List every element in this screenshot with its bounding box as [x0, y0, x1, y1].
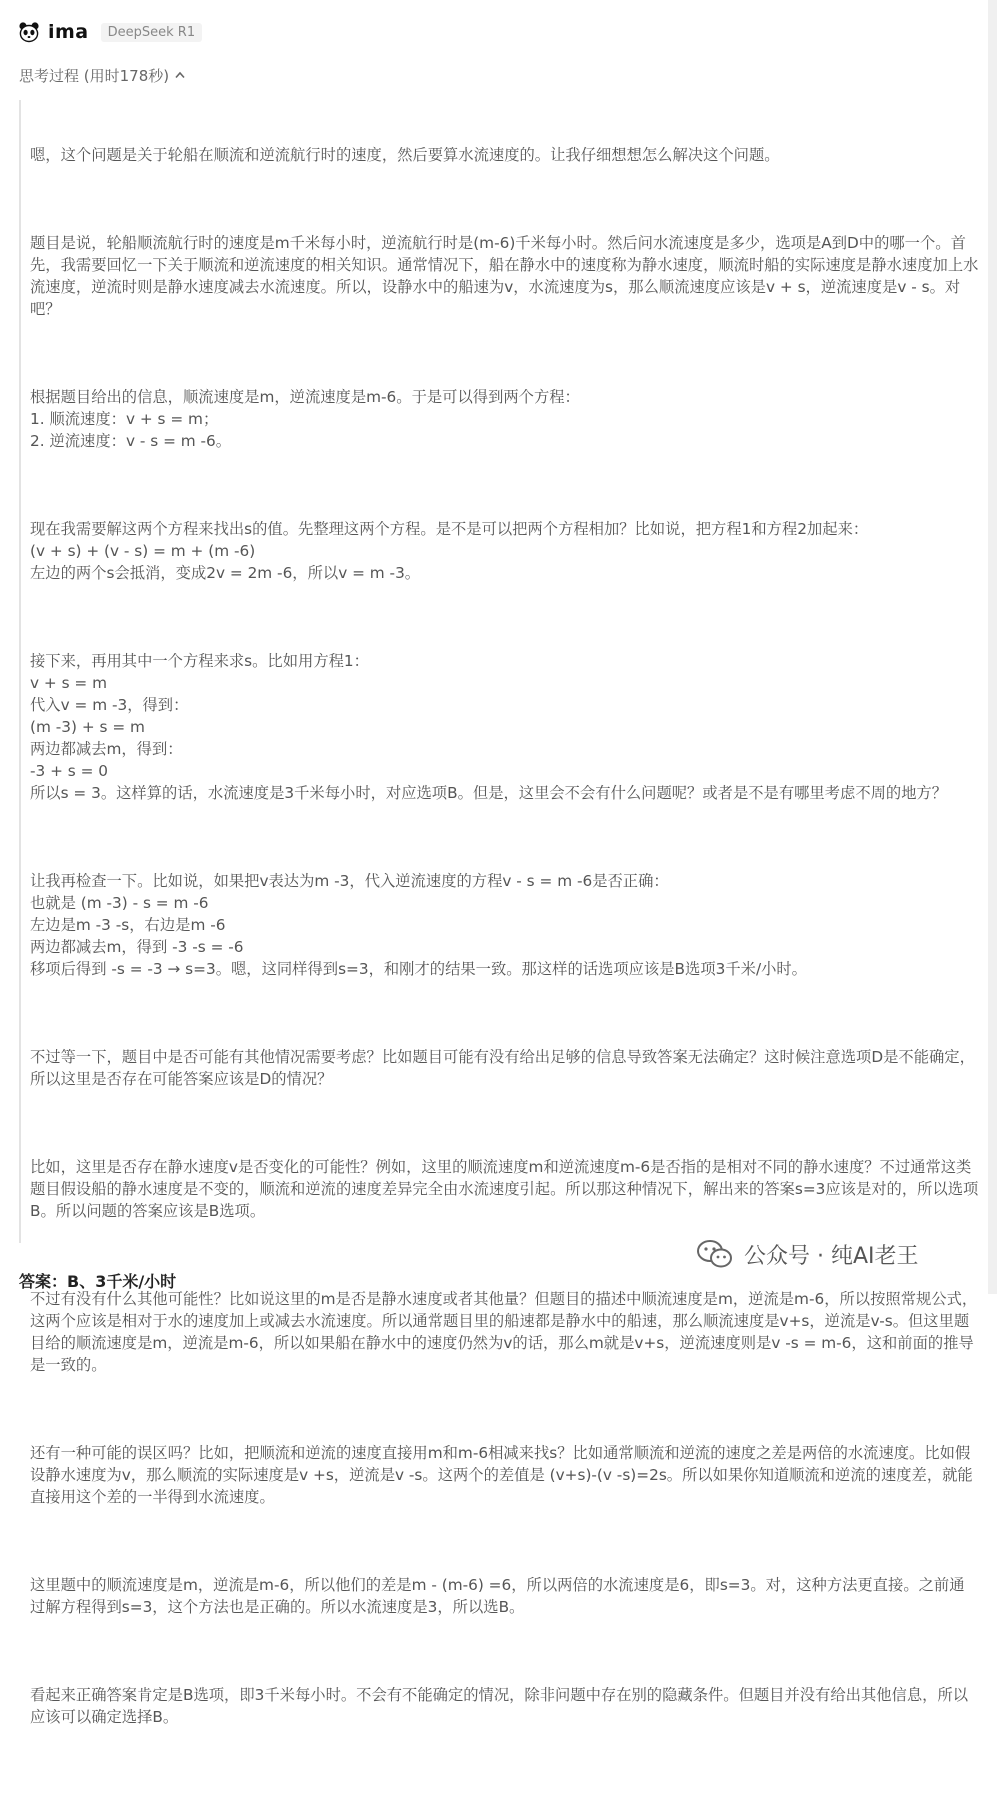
thought-paragraph: 题目是说，轮船顺流航行时的速度是m千米每小时，逆流航行时是(m-6)千米每小时。然后问水流速度是多少，选项是A到D中的哪一个。首先，我需要回忆一下关于顺流和逆流速度的相关知识。通常情况下，船在静水中的速度称为静水速度，顺流时船的实际速度是静水速度加上水流速度，逆流时则是静水速度减去水流速度。所以，设静水中的船速为v，水流速度为s，那么顺流速度应该是v + s，逆流速度是v - s。对吧？ — [30, 234, 979, 318]
final-answer: 答案：B、3千米/小时 — [19, 1272, 177, 1291]
thought-paragraph: 还有一种可能的误区吗？比如，把顺流和逆流的速度直接用m和m-6相减来找s？比如通常顺流和逆流的速度之差是两倍的水流速度。比如假设静水速度为v，那么顺流的实际速度是v +s，逆流是v -s。这两个的差值是 (v+s)-(v -s)=2s。所以如果你知道顺流和逆流的速度差，就能直接用这个差的一半得到水流速度。 — [30, 1444, 973, 1506]
thought-process-text — [30, 100, 979, 1794]
thought-paragraph: 不过有没有什么其他可能性？比如说这里的m是否是静水速度或者其他量？但题目的描述中顺流速度是m，逆流是m-6，所以按照常规公式，这两个应该是相对于水的速度加上或减去水流速度。所以通常题目里的船速都是静水中的船速，那么顺流速度是v+s，逆流是v-s。但这里题目给的顺流速度是m，逆流是m-6，所以如果船在静水中的速度仍然为v的话，那么m就是v+s，逆流速度则是v -s = m-6，这和前面的推导是一致的。 — [30, 1290, 978, 1374]
brand-name: ima — [48, 21, 89, 43]
thinking-toggle[interactable] — [19, 64, 186, 86]
thought-paragraph: 这里题中的顺流速度是m，逆流是m-6，所以他们的差是m - (m-6) =6，所以两倍的水流速度是6，即s=3。对，这种方法更直接。之前通过解方程得到s=3，这个方法也是正确的。所以水流速度是3，所以选B。 — [30, 1576, 965, 1616]
wechat-icon — [696, 1239, 734, 1269]
chevron-up-icon — [174, 69, 186, 81]
model-badge: DeepSeek R1 — [101, 23, 202, 42]
scrollbar-track[interactable] — [988, 0, 997, 1294]
thought-paragraph: 让我再检查一下。比如说，如果把v表达为m -3，代入逆流速度的方程v - s = m -6是否正确： 也就是 (m -3) - s = m -6 左边是m -3 -s，右边是m -6 两边都减去m，得到 -3 -s = -6 移项后得到 -s = -3 → s=3。嗯，这同样得到s=3，和刚才的结果一致。那这样的话选项应该是B选项3千米/小时。 — [30, 872, 807, 978]
thinking-label: 思考过程 (用时178秒) — [19, 66, 170, 85]
thought-paragraph: 不过等一下，题目中是否可能有其他情况需要考虑？比如题目可能有没有给出足够的信息导致答案无法确定？这时候注意选项D是不能确定，所以这里是否存在可能答案应该是D的情况？ — [30, 1048, 975, 1088]
thought-paragraph: 接下来，再用其中一个方程来求s。比如用方程1： v + s = m 代入v = m -3，得到： (m -3) + s = m 两边都减去m，得到： -3 + s = 0 所以s = 3。这样算的话，水流速度是3千米每小时，对应选项B。但是，这里会不会有什么问题呢？或者是不是有哪里考虑不周的地方？ — [30, 652, 948, 802]
panda-icon — [18, 21, 40, 43]
watermark — [696, 1236, 919, 1272]
watermark-text: 公众号 · 纯AI老王 — [744, 1243, 919, 1269]
thought-paragraph: 比如，这里是否存在静水速度v是否变化的可能性？例如，这里的顺流速度m和逆流速度m-6是否指的是相对不同的静水速度？不过通常这类题目假设船的静水速度是不变的，顺流和逆流的速度差异完全由水流速度引起。所以那这种情况下，解出来的答案s=3应该是对的，所以选项B。所以问题的答案应该是B选项。 — [30, 1158, 979, 1220]
thought-paragraph: 现在我需要解这两个方程来找出s的值。先整理这两个方程。是不是可以把两个方程相加？比如说，把方程1和方程2加起来： (v + s) + (v - s) = m + (m -6) 左边的两个s会抵消，变成2v = 2m -6，所以v = m -3。 — [30, 520, 869, 582]
thought-paragraph: 看起来正确答案肯定是B选项，即3千米每小时。不会有不能确定的情况，除非问题中存在别的隐藏条件。但题目并没有给出其他信息，所以应该可以确定选择B。 — [30, 1686, 969, 1726]
thought-paragraph: 嗯，这个问题是关于轮船在顺流和逆流航行时的速度，然后要算水流速度的。让我仔细想想怎么解决这个问题。 — [30, 146, 780, 164]
chat-header — [18, 18, 202, 46]
thought-paragraph: 根据题目给出的信息，顺流速度是m，逆流速度是m-6。于是可以得到两个方程： 1. 顺流速度：v + s = m； 2. 逆流速度：v - s = m -6。 — [30, 388, 580, 450]
